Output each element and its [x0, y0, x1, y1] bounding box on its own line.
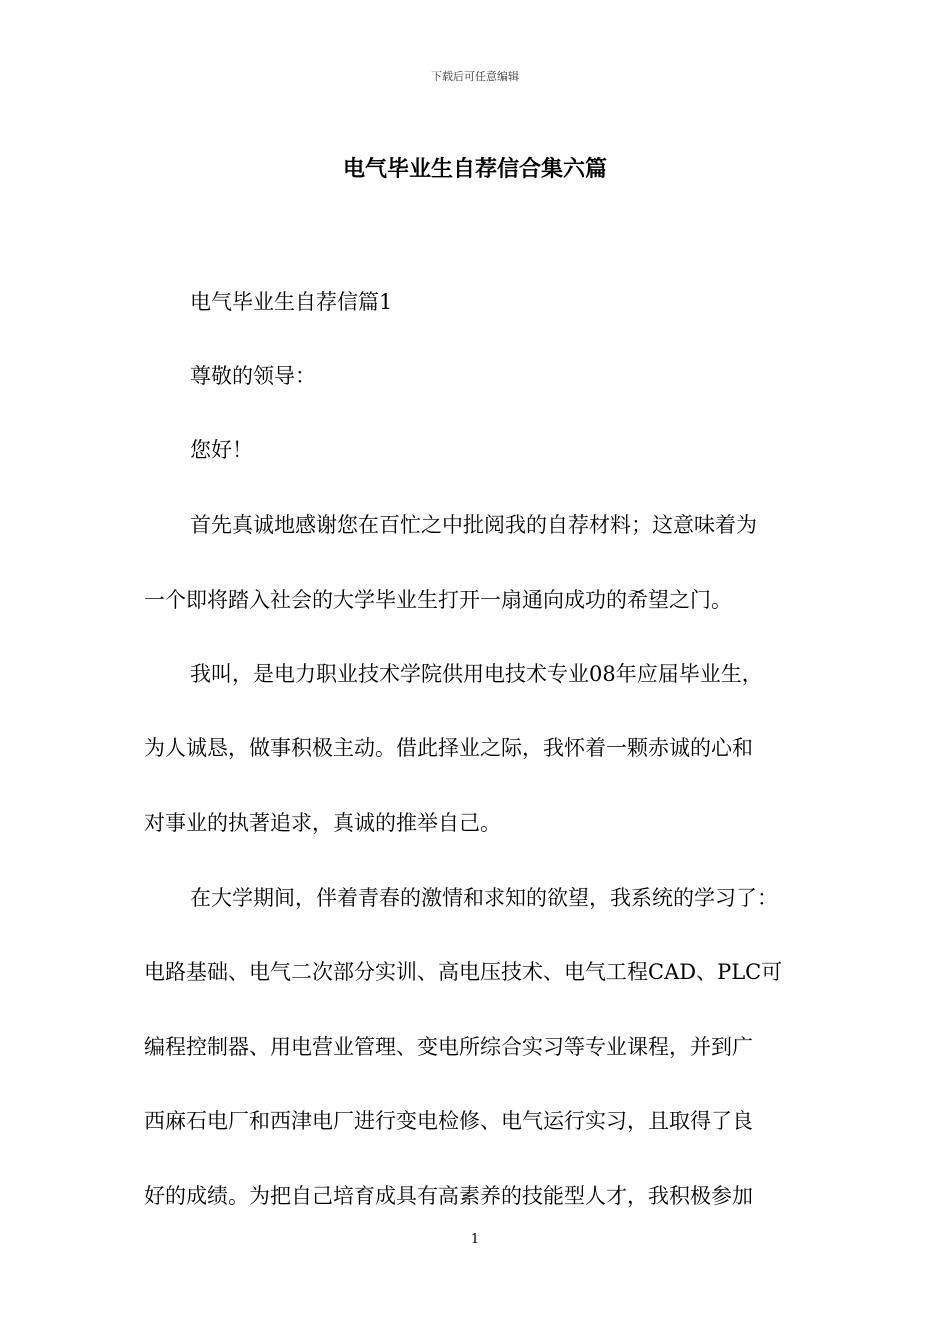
body-line: 对事业的执著追求，真诚的推举自己。 — [144, 811, 501, 835]
header-note: 下载后可任意编辑 — [431, 70, 519, 83]
salutation: 尊敬的领导： — [190, 364, 316, 388]
document-title: 电气毕业生自荐信合集六篇 — [342, 156, 607, 182]
body-line: 西麻石电厂和西津电厂进行变电检修、电气运行实习，且取得了良 — [144, 1109, 753, 1133]
greeting: 您好！ — [190, 438, 253, 462]
body-line: 一个即将踏入社会的大学毕业生打开一扇通向成功的希望之门。 — [144, 588, 732, 612]
body-line: 编程控制器、用电营业管理、变电所综合实习等专业课程，并到广 — [144, 1035, 753, 1059]
body-line: 电路基础、电气二次部分实训、高电压技术、电气工程CAD、PLC可 — [144, 960, 783, 984]
page-number: 1 — [470, 1232, 480, 1247]
body-line: 好的成绩。为把自己培育成具有高素养的技能型人才，我积极参加 — [144, 1184, 753, 1208]
section-heading: 电气毕业生自荐信篇1 — [190, 290, 393, 314]
body-line: 在大学期间，伴着青春的激情和求知的欲望，我系统的学习了： — [190, 886, 778, 910]
body-line: 首先真诚地感谢您在百忙之中批阅我的自荐材料；这意味着为 — [190, 513, 757, 537]
body-line: 我叫，是电力职业技术学院供用电技术专业08年应届毕业生， — [190, 662, 763, 686]
body-line: 为人诚恳，做事积极主动。借此择业之际，我怀着一颗赤诚的心和 — [144, 736, 753, 760]
